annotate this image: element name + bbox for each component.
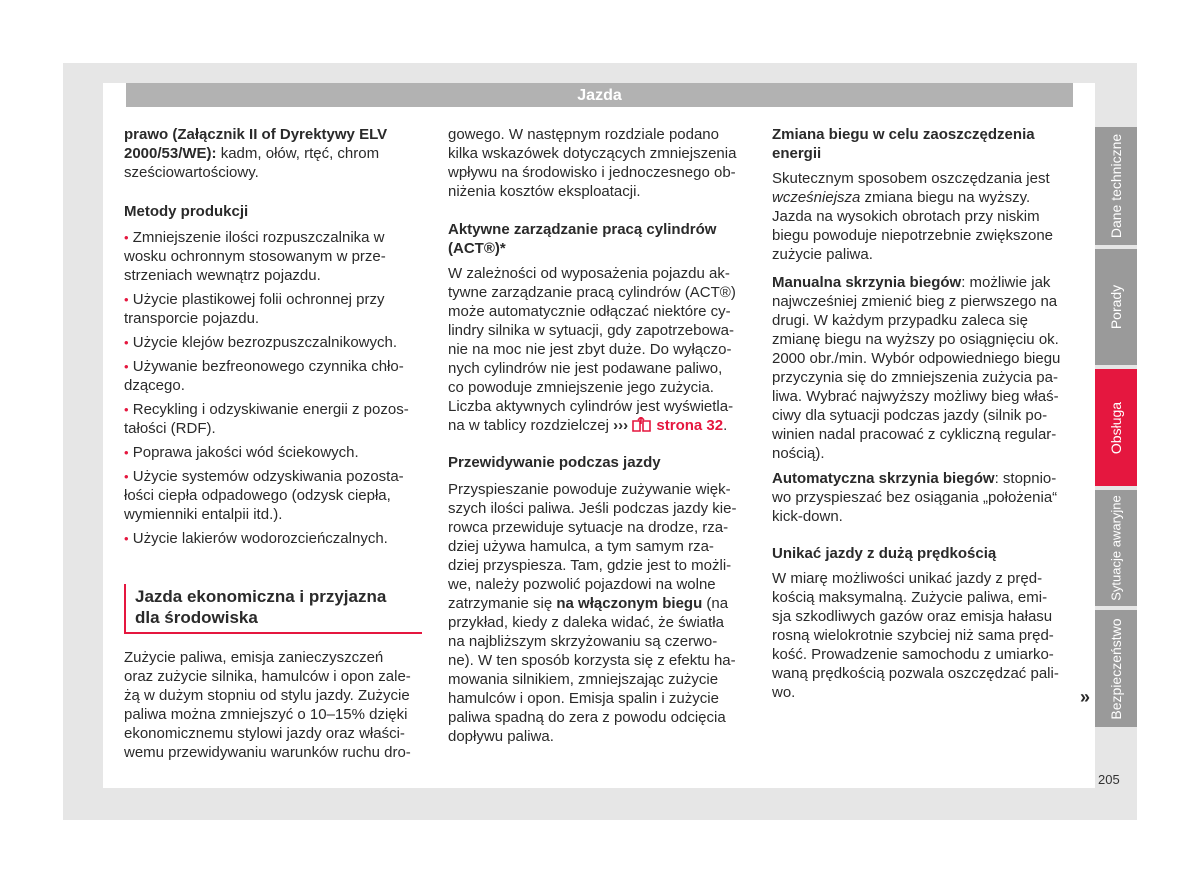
section-title-box bbox=[124, 584, 422, 634]
book-icon bbox=[632, 417, 652, 432]
auto-paragraph bbox=[772, 469, 1082, 526]
bullet-icon: • bbox=[124, 230, 129, 245]
bold-text: na włączonym biegu bbox=[556, 595, 703, 612]
tab-label: Dane techniczne bbox=[1108, 133, 1124, 239]
przewidywanie-paragraph bbox=[448, 480, 758, 746]
heading-unikac: Unikać jazdy z dużą prędkością bbox=[772, 545, 997, 562]
act-text: W zależności od wyposażenia pojazdu ak- tywne zarządzanie pracą cylindrów (ACT®) może automatycznie odłączać niektóre cy- lindry silnika w sytuacji, gdy zapotrzebowa- nie na moc nie jest zbyt duże. Do wyłączo- nych cylindrów nie jest podawane paliwo, co powoduje zmniejszenie jego zużycia. Liczba aktywnych cylindrów jest wyświetla- na w tablicy rozdzielczej bbox=[448, 265, 736, 434]
bullet-icon: • bbox=[124, 445, 129, 460]
bullet-list bbox=[124, 228, 434, 548]
bold-text: Manualna skrzynia biegów bbox=[772, 274, 962, 291]
tab-bezpieczenstwo[interactable] bbox=[1095, 610, 1137, 727]
tab-label: Sytuacje awaryjne bbox=[1108, 495, 1124, 601]
bullet-icon: • bbox=[124, 469, 129, 484]
list-item-text: Poprawa jakości wód ściekowych. bbox=[132, 444, 359, 461]
heading-metody-produkcji: Metody produkcji bbox=[124, 203, 249, 220]
heading-zmiana-biegu: Zmiana biegu w celu zaoszczędzenia energii bbox=[772, 126, 1035, 162]
bullet-icon: • bbox=[124, 402, 129, 417]
column-3 bbox=[772, 125, 1082, 702]
tab-dane-techniczne[interactable] bbox=[1095, 127, 1137, 245]
tab-obsluga[interactable] bbox=[1095, 369, 1137, 486]
intro-text: kadm, ołów, rtęć, chrom sześciowartościowy. bbox=[124, 145, 380, 181]
bullet-icon: • bbox=[124, 292, 129, 307]
chapter-header: Jazda bbox=[126, 83, 1073, 107]
bullet-icon: • bbox=[124, 531, 129, 546]
list-item-text: Użycie klejów bezrozpuszczalnikowych. bbox=[132, 334, 397, 351]
intro-paragraph bbox=[124, 125, 434, 182]
bullet-icon: • bbox=[124, 359, 129, 374]
tab-label: Porady bbox=[1108, 284, 1124, 330]
paragraph-continued: gowego. W następnym rozdziale podano kilka wskazówek dotyczących zmniejszenia wpływu na środowisko i jednoczesnego ob- niżenia kosztów eksploatacji. bbox=[448, 126, 737, 200]
list-item-text: Użycie plastikowej folii ochronnej przy transporcie pojazdu. bbox=[124, 291, 385, 327]
continue-icon: » bbox=[1080, 687, 1091, 707]
act-paragraph bbox=[448, 264, 758, 435]
tab-porady[interactable] bbox=[1095, 249, 1137, 365]
list-item bbox=[124, 467, 434, 524]
page-number: 205 bbox=[1098, 772, 1120, 787]
column-1 bbox=[124, 125, 434, 762]
text: Przyspieszanie powoduje zużywanie więk- szych ilości paliwa. Jeśli podczas jazdy kie- rowca przewiduje sytuacje na drodze, rza- dziej używa hamulca, a tym samym rza- dziej przyspiesza. Tam, gdzie jest to możli- we, należy pozwolić pojazdowi na wolne zatrzymanie się bbox=[448, 481, 737, 612]
tab-label: Obsługa bbox=[1108, 401, 1124, 454]
list-item bbox=[124, 529, 434, 548]
text: Skutecznym sposobem oszczędzania jest bbox=[772, 170, 1050, 187]
list-item bbox=[124, 290, 434, 328]
list-item-text: Używanie bezfreonowego czynnika chło- dzącego. bbox=[124, 358, 404, 394]
list-item-text: Użycie lakierów wodorozcieńczalnych. bbox=[132, 530, 388, 547]
list-item bbox=[124, 333, 434, 352]
heading-przewidywanie: Przewidywanie podczas jazdy bbox=[448, 454, 661, 471]
period: . bbox=[723, 417, 728, 434]
italic-text: wcześniejsza bbox=[772, 189, 861, 206]
bullet-icon: • bbox=[124, 335, 129, 350]
heading-act: Aktywne zarządzanie pracą cylindrów (ACT®)* bbox=[448, 221, 717, 257]
list-item-text: Zmniejszenie ilości rozpuszczalnika w wosku ochronnym stosowanym w prze- strzeniach wewnątrz pojazdu. bbox=[124, 229, 386, 284]
bold-text: Automatyczna skrzynia biegów bbox=[772, 470, 995, 487]
tab-sytuacje-awaryjne[interactable] bbox=[1095, 490, 1137, 606]
tab-label: Bezpieczeństwo bbox=[1108, 617, 1124, 720]
list-item bbox=[124, 357, 434, 395]
list-item bbox=[124, 400, 434, 438]
text: : możliwie jak najwcześniej zmienić bieg z pierwszego na drugi. W każdym przypadku zaleca się zmianę biegu na wyższy po osiągnięciu ok. 2000 obr./min. Wybór odpowiedniego biegu przyczynia się do zmniejszenia zużycia pa- liwa. Wybrać najwyższy możliwy bieg właś- ciwy dla sytuacji podczas jazdy (silnik po- winien nadal pracować z cykliczną regular- nością). bbox=[772, 274, 1061, 462]
section-title: Jazda ekonomiczna i przyjazna dla środowiska bbox=[135, 587, 387, 627]
zmiana-biegu-paragraph bbox=[772, 169, 1082, 264]
list-item bbox=[124, 443, 434, 462]
list-item-text: Recykling i odzyskiwanie energii z pozos- tałości (RDF). bbox=[124, 401, 409, 437]
text: (na przykład, kiedy z daleka widać, że światła na najbliższym skrzyżowaniu są czerwo- ne). W ten sposób korzysta się z efektu ha- mowania silnikiem, zmniejszając zużycie hamulców i opon. Emisja spalin i zużycie paliwa spadną do zera z powodu odcięcia dopływu paliwa. bbox=[448, 595, 736, 745]
unikac-paragraph: W miarę możliwości unikać jazdy z pręd- kością maksymalną. Zużycie paliwa, emi- sja szkodliwych gazów oraz emisja hałasu rosną wielokrotnie szybciej niż sama pręd- kość. Prowadzenie samochodu z umiarko- waną prędkością pozwala oszczędzać pali- wo. bbox=[772, 570, 1059, 701]
page-reference-link[interactable]: strona 32 bbox=[656, 417, 724, 434]
column-2 bbox=[448, 125, 758, 746]
manual-paragraph bbox=[772, 273, 1082, 463]
text: zmiana biegu na wyższy. Jazda na wysokich obrotach przy niskim biegu powoduje niepotrzebnie zwiększone zużycie paliwa. bbox=[772, 189, 1054, 263]
reference-arrows: ››› bbox=[613, 417, 629, 434]
section-paragraph: Zużycie paliwa, emisja zanieczyszczeń oraz zużycie silnika, hamulców i opon zale- żą w dużym stopniu od stylu jazdy. Zużycie paliwa można zmniejszyć o 10–15% dzięki ekonomicznemu stylowi jazdy oraz właści- wemu przewidywaniu warunków ruchu dro- bbox=[124, 649, 411, 761]
list-item bbox=[124, 228, 434, 285]
intro-bold: prawo (Załącznik II of Dyrektywy ELV 2000/53/WE): bbox=[124, 126, 388, 162]
text: : stopnio- wo przyspieszać bez osiągania „położenia“ kick-down. bbox=[772, 470, 1058, 525]
list-item-text: Użycie systemów odzyskiwania pozosta- łości ciepła odpadowego (odzysk ciepła, wymienniki entalpii itd.). bbox=[124, 468, 404, 523]
